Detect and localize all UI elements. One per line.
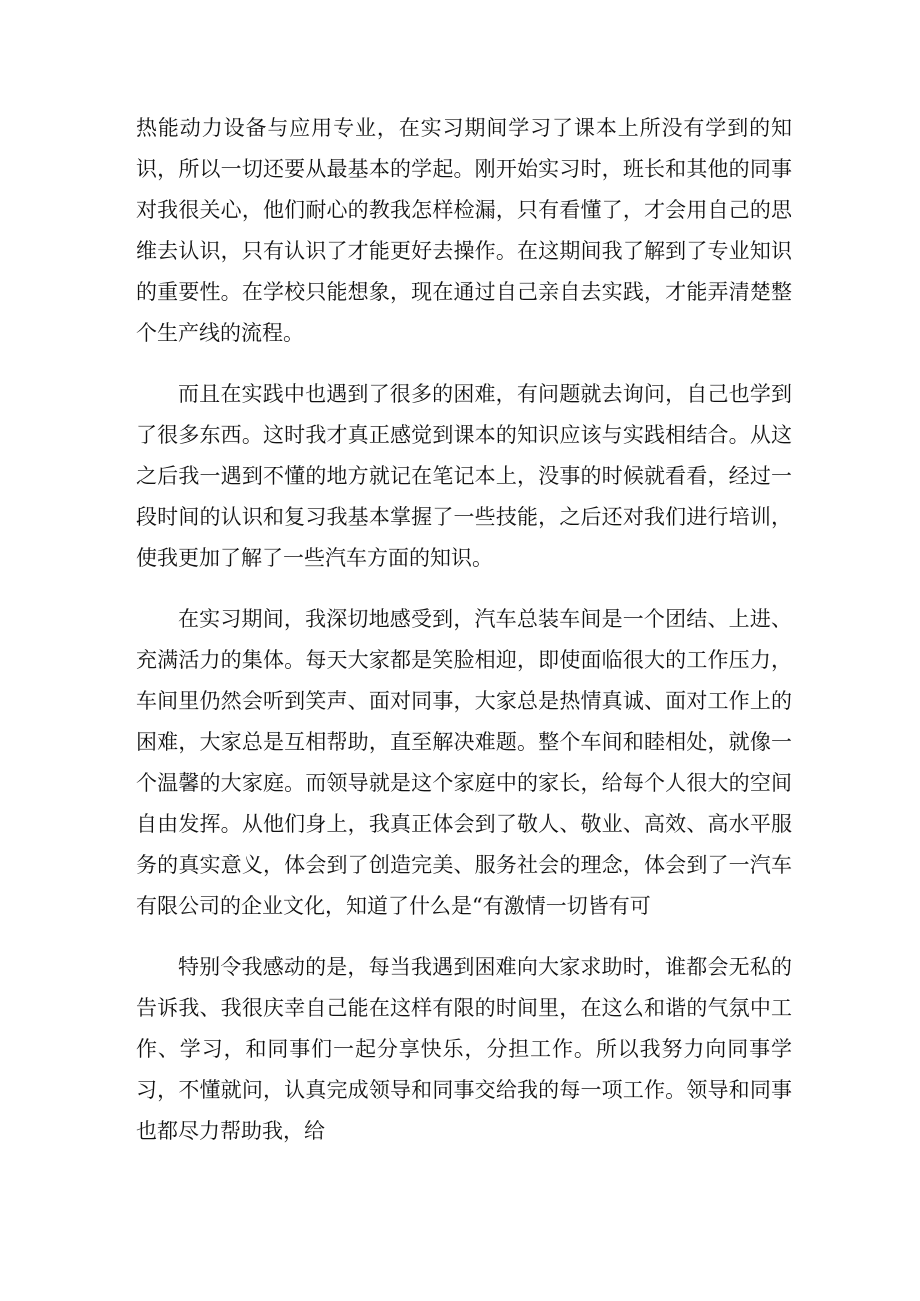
paragraph-2: 而且在实践中也遇到了很多的困难，有问题就去询问，自己也学到了很多东西。这时我才真正感觉到课本的知识应该与实践相结合。从这之后我一遇到不懂的地方就记在笔记本上，没事的时候就看看，经过一段时间的认识和复习我基本掌握了一些技能，之后还对我们进行培训，使我更加了解了一些汽车方面的知识。 [136, 382, 792, 570]
paragraph-1: 热能动力设备与应用专业，在实习期间学习了课本上所没有学到的知识，所以一切还要从最基本的学起。刚开始实习时，班长和其他的同事对我很关心，他们耐心的教我怎样检漏，只有看懂了，才会用自己的思维去认识，只有认识了才能更好去操作。在这期间我了解到了专业知识的重要性。在学校只能想象，现在通过自己亲自去实践，才能弄清楚整个生产线的流程。 [136, 116, 792, 345]
paragraph-4: 特别令我感动的是，每当我遇到困难向大家求助时，谁都会无私的告诉我、我很庆幸自己能在这样有限的时间里，在这么和谐的气氛中工作、学习，和同事们一起分享快乐，分担工作。所以我努力向同事学习，不懂就问，认真完成领导和同事交给我的每一项工作。领导和同事也都尽力帮助我，给 [136, 955, 792, 1143]
document-body [136, 108, 792, 1172]
paragraph-3: 在实习期间，我深切地感受到，汽车总装车间是一个团结、上进、充满活力的集体。每天大家都是笑脸相迎，即使面临很大的工作压力，车间里仍然会听到笑声、面对同事，大家总是热情真诚、面对工作上的困难，大家总是互相帮助，直至解决难题。整个车间和睦相处，就像一个温馨的大家庭。而领导就是这个家庭中的家长，给每个人很大的空间自由发挥。从他们身上，我真正体会到了敬人、敬业、高效、高水平服务的真实意义，体会到了创造完美、服务社会的理念，体会到了一汽车有限公司的企业文化，知道了什么是“有激情一切皆有可 [136, 607, 792, 918]
